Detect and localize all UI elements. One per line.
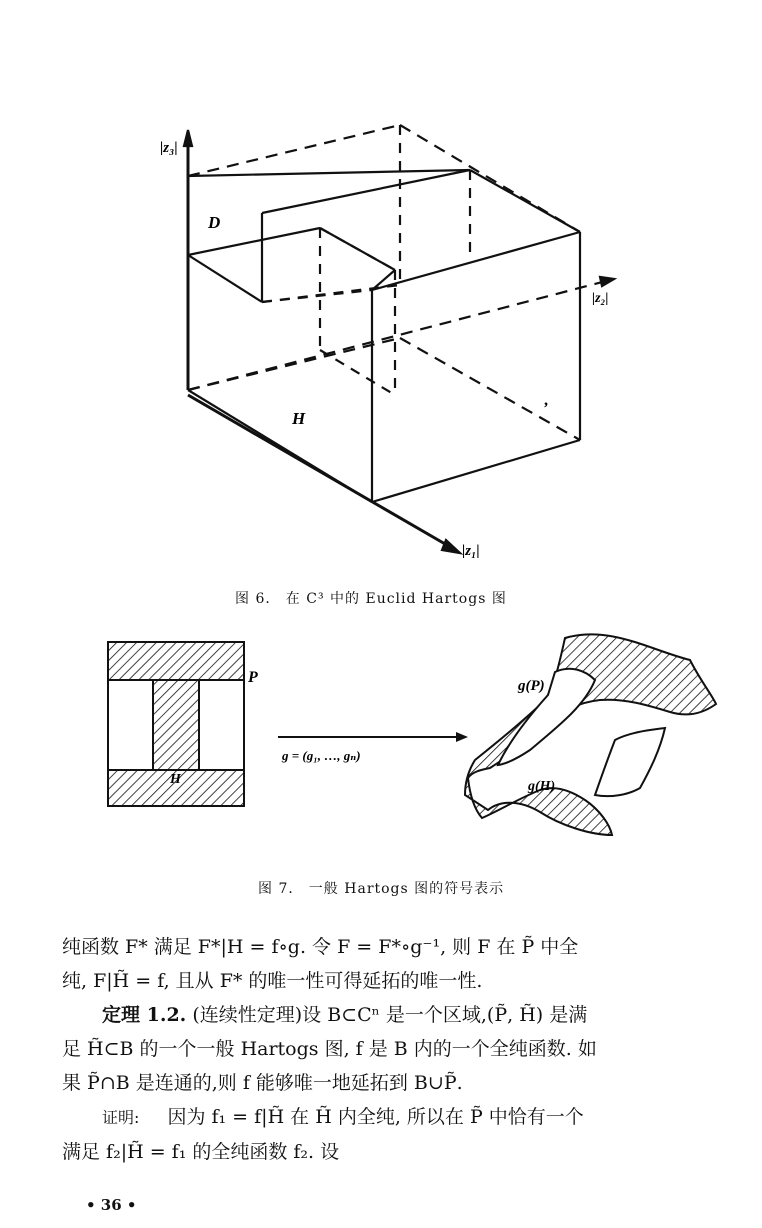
theorem-label: 定理 1.2. bbox=[102, 1004, 187, 1026]
label-h: H bbox=[170, 772, 181, 787]
proof-line-1: 因为 f₁ = f|H̃ 在 H̃ 内全纯, 所以在 P̃ 中恰有一个 bbox=[167, 1106, 584, 1128]
z1-label: |z₁| bbox=[462, 543, 480, 559]
z2-label: |z₂| bbox=[592, 291, 609, 306]
proof-block bbox=[62, 1100, 722, 1135]
theorem-line-1: (连续性定理)设 B⊂Cⁿ 是一个区域,(P̃, H̃) 是满 bbox=[192, 1004, 588, 1026]
notch-top bbox=[262, 170, 470, 213]
gp-hole-left bbox=[498, 669, 595, 765]
z3-axis-arrow bbox=[184, 130, 192, 146]
text-line-2: 纯, F|H̃ = f, 且从 F* 的唯一性可得延拓的唯一性. bbox=[62, 970, 483, 992]
bottom-back-right bbox=[400, 338, 580, 440]
z3-label: |z₃| bbox=[160, 140, 178, 156]
p-top-band bbox=[108, 642, 244, 680]
figure-7-diagram bbox=[0, 620, 762, 850]
gp-region bbox=[465, 634, 716, 835]
gp-hole-right bbox=[595, 728, 665, 796]
theorem-line-2: 足 H̃⊂B 的一个一般 Hartogs 图, f 是 B 内的一个全纯函数. 如 bbox=[62, 1038, 597, 1060]
d-slab-bottom bbox=[188, 255, 262, 302]
d-slab-front-left bbox=[262, 290, 372, 302]
figure-7-caption: 图 7． 一般 Hartogs 图的符号表示 bbox=[258, 881, 505, 897]
map-label: g = (g₁, …, gₙ) bbox=[282, 748, 361, 763]
text-line-1: 纯函数 F* 满足 F*|H = f∘g. 令 F = F*∘g⁻¹, 则 F 在 P̃ 中全 bbox=[62, 936, 579, 958]
body-text bbox=[62, 930, 722, 1169]
bottom-front bbox=[188, 390, 372, 502]
figure-6-caption: 图 6． 在 C³ 中的 Euclid Hartogs 图 bbox=[235, 591, 507, 607]
d-right-edge-top bbox=[470, 170, 580, 232]
box-top-front-edge bbox=[188, 125, 400, 176]
z1-axis-arrow bbox=[442, 540, 460, 553]
proof-label: 证明: bbox=[102, 1108, 140, 1127]
label-gp: g(P) bbox=[518, 678, 545, 694]
label-p: P bbox=[248, 669, 258, 686]
d-slab-join bbox=[320, 228, 395, 270]
theorem-block bbox=[62, 998, 722, 1032]
prime-mark: , bbox=[544, 392, 548, 409]
proof-line-2: 满足 f₂|H̃ = f₁ 的全纯函数 f₂. 设 bbox=[62, 1141, 340, 1163]
theorem-line-3: 果 P̃∩B 是连通的,则 f 能够唯一地延拓到 B∪P̃. bbox=[62, 1072, 463, 1094]
map-arrow-head bbox=[456, 732, 468, 742]
label-gh: g(H) bbox=[528, 779, 556, 794]
figure-6-diagram bbox=[0, 0, 762, 580]
bottom-back bbox=[188, 338, 400, 390]
region-h-label: H bbox=[292, 409, 306, 428]
region-d-label: D bbox=[208, 213, 221, 232]
h-stem bbox=[153, 680, 199, 770]
d-slab-top bbox=[188, 228, 320, 255]
inner-lower-left bbox=[320, 350, 395, 395]
page-number: • 36 • bbox=[86, 1196, 137, 1214]
z2-axis-arrow bbox=[600, 277, 614, 286]
bottom-right bbox=[372, 440, 580, 502]
d-top-edge bbox=[188, 170, 470, 176]
d-slab-front bbox=[372, 232, 580, 290]
